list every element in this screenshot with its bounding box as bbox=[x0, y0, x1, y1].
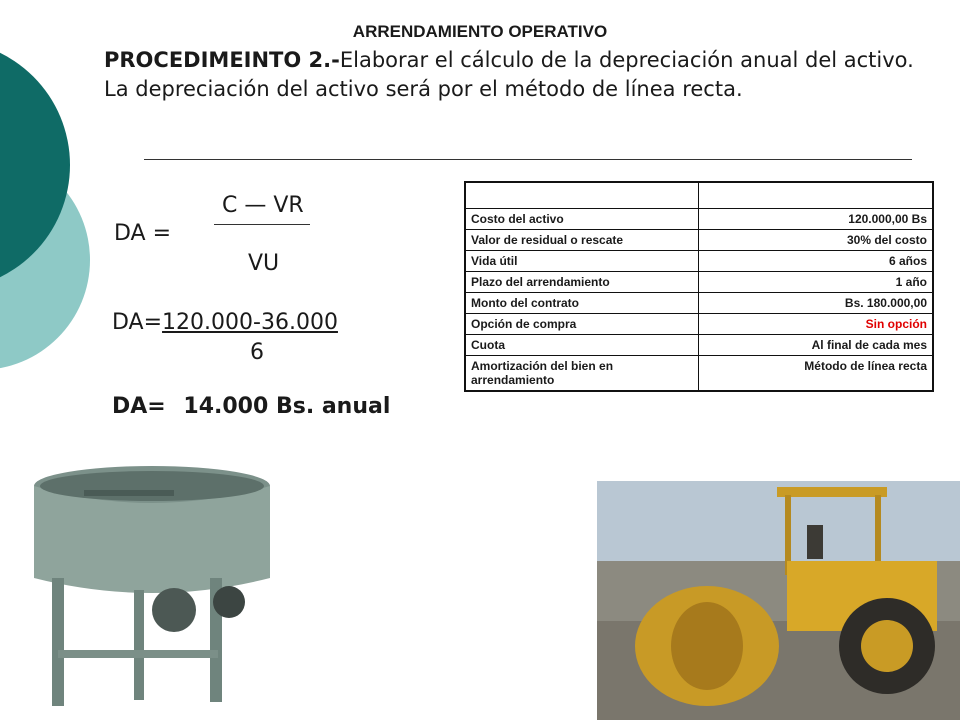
divider-line bbox=[144, 159, 912, 160]
table-row bbox=[465, 209, 933, 230]
table-row bbox=[465, 356, 933, 392]
table-cell bbox=[699, 182, 934, 209]
road-roller-image bbox=[597, 481, 960, 720]
table-row bbox=[465, 335, 933, 356]
row-value: 1 año bbox=[699, 272, 934, 293]
row-label: Plazo del arrendamiento bbox=[465, 272, 699, 293]
slide-title: ARRENDAMIENTO OPERATIVO bbox=[352, 22, 608, 41]
row-label: Vida útil bbox=[465, 251, 699, 272]
row-label: Monto del contrato bbox=[465, 293, 699, 314]
procedure-label: PROCEDIMEINTO 2.- bbox=[104, 48, 340, 72]
calc-denominator: 6 bbox=[250, 340, 264, 365]
row-label: Opción de compra bbox=[465, 314, 699, 335]
formula-denominator: VU bbox=[248, 251, 280, 276]
procedure-text bbox=[104, 46, 924, 104]
row-label: Amortización del bien en arrendamiento bbox=[465, 356, 699, 392]
result-label: DA= bbox=[112, 394, 166, 419]
table-row bbox=[465, 272, 933, 293]
row-value: Método de línea recta bbox=[699, 356, 934, 392]
calculation-line bbox=[112, 310, 338, 335]
row-label: Cuota bbox=[465, 335, 699, 356]
concrete-mixer-image bbox=[24, 460, 286, 718]
table-header-row bbox=[465, 182, 933, 209]
formula-numerator: C — VR bbox=[222, 193, 304, 218]
row-value: 30% del costo bbox=[699, 230, 934, 251]
result-value: 14.000 Bs. anual bbox=[183, 394, 391, 419]
table-row bbox=[465, 230, 933, 251]
table-row bbox=[465, 314, 933, 335]
asset-data-table bbox=[464, 181, 934, 392]
row-value: Al final de cada mes bbox=[699, 335, 934, 356]
calc-prefix: DA= bbox=[112, 310, 163, 335]
table-cell bbox=[465, 182, 699, 209]
procedure-body: Elaborar el cálculo de la depreciación anual del activo. La depreciación del activo será por el método de línea recta. bbox=[104, 48, 914, 101]
row-value: Sin opción bbox=[699, 314, 934, 335]
row-value: Bs. 180.000,00 bbox=[699, 293, 934, 314]
row-label: Valor de residual o rescate bbox=[465, 230, 699, 251]
row-value: 120.000,00 Bs bbox=[699, 209, 934, 230]
table-row bbox=[465, 251, 933, 272]
row-label: Costo del activo bbox=[465, 209, 699, 230]
calc-numerator: 120.000-36.000 bbox=[162, 310, 338, 335]
row-value: 6 años bbox=[699, 251, 934, 272]
result bbox=[112, 394, 390, 419]
fraction-bar bbox=[214, 224, 310, 225]
table-row bbox=[465, 293, 933, 314]
formula-lhs: DA = bbox=[114, 221, 172, 246]
